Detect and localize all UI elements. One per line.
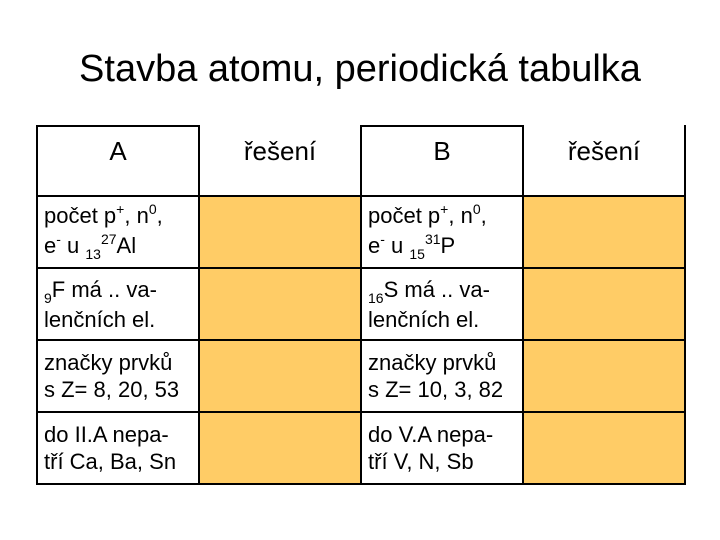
exercise-table bbox=[36, 125, 686, 485]
question-a-1: počet p+, $n^0$, e- u $_{13}^{27}$Al bbox=[37, 196, 199, 268]
solution-a-1[interactable] bbox=[199, 196, 361, 268]
header-b-solution: řešení bbox=[523, 126, 685, 196]
header-a: A bbox=[37, 126, 199, 196]
question-a-3: značky prvků s Z= 8, 20, 53 bbox=[37, 340, 199, 412]
question-b-3: značky prvků s Z= 10, 3, 82 bbox=[361, 340, 523, 412]
header-a-solution: řešení bbox=[199, 126, 361, 196]
solution-b-4[interactable] bbox=[523, 412, 685, 484]
solution-b-3[interactable] bbox=[523, 340, 685, 412]
solution-a-4[interactable] bbox=[199, 412, 361, 484]
slide-title: Stavba atomu, periodická tabulka bbox=[79, 48, 641, 90]
table-row bbox=[37, 340, 685, 412]
question-b-1: počet p+, $n^0$, e- u $_{15}^{31}$P bbox=[361, 196, 523, 268]
header-row bbox=[37, 126, 685, 196]
table-row bbox=[37, 412, 685, 484]
question-a-4: do II.A nepa- tří Ca, Ba, Sn bbox=[37, 412, 199, 484]
table-row bbox=[37, 196, 685, 268]
solution-a-3[interactable] bbox=[199, 340, 361, 412]
solution-b-2[interactable] bbox=[523, 268, 685, 340]
solution-b-1[interactable] bbox=[523, 196, 685, 268]
table-row bbox=[37, 268, 685, 340]
header-b: B bbox=[361, 126, 523, 196]
question-a-2: $_9$F má .. va- lenčních el. bbox=[37, 268, 199, 340]
solution-a-2[interactable] bbox=[199, 268, 361, 340]
question-b-4: do V.A nepa- tří V, N, Sb bbox=[361, 412, 523, 484]
question-b-2: $_{16}$S má .. va- lenčních el. bbox=[361, 268, 523, 340]
